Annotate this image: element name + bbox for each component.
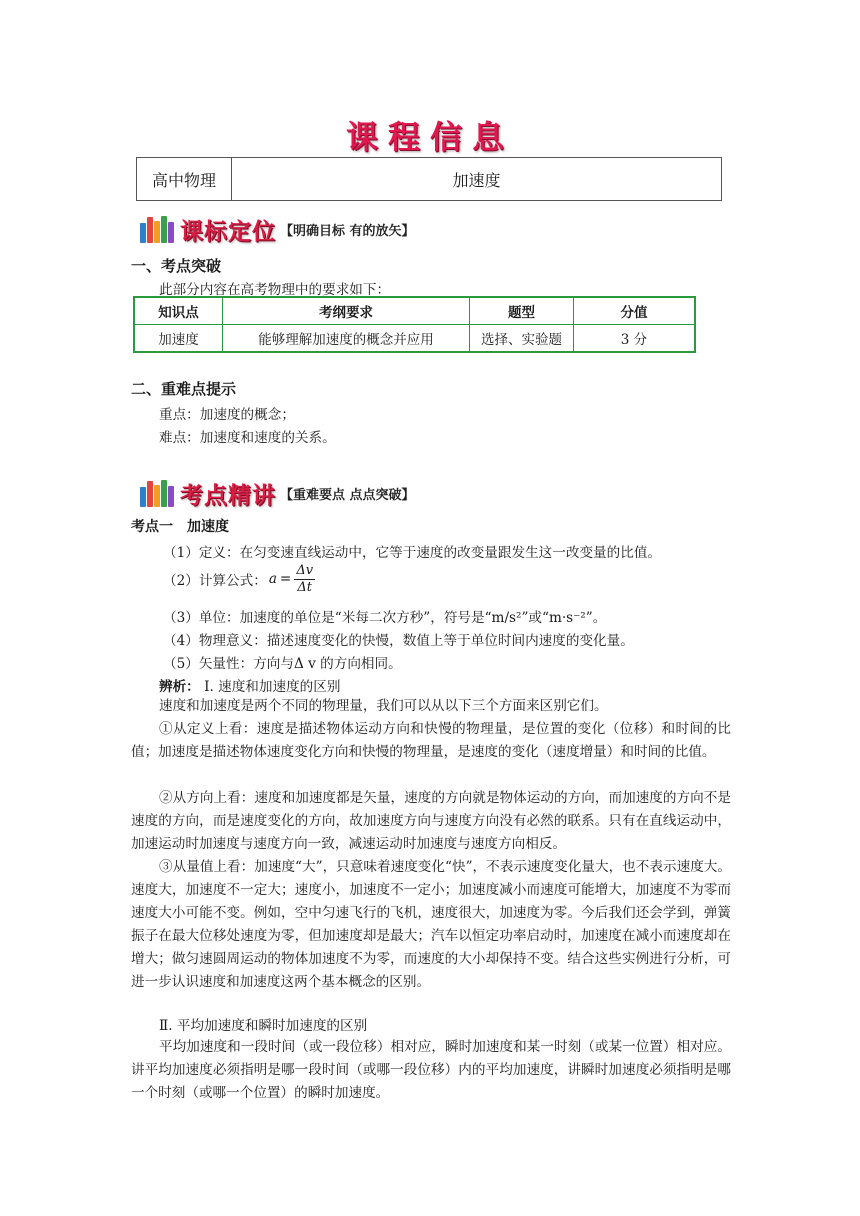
analysis-title-i: Ⅰ. 速度和加速度的区别 [204,679,341,695]
paragraph: ②从方向上看：速度和加速度都是矢量，速度的方向就是物体运动的方向，而加速度的方向不是速度的方向，而是速度变化的方向，故加速度方向与速度方向没有必然的联系。只有在直线运动中，加速运动时加速度与速度方向一致，减速运动时加速度与速度方向相反。 [131,790,731,852]
paragraph: ①从定义上看：速度是描述物体运动方向和快慢的物理量，是位置的变化（位移）和时间的比值；加速度是描述物体速度变化方向和快慢的物理量，是速度的变化（速度增量）和时间的比值。 [131,721,731,760]
section-heading: 一、考点突破 [131,257,222,275]
vector-line: （5）矢量性：方向与Δ v 的方向相同。 [163,656,402,672]
banner-subtitle: 【重难要点 点点突破】 [280,487,415,503]
paragraph: 平均加速度和一段时间（或一段位移）相对应，瞬时加速度和某一时刻（或某一位置）相对应。讲平均加速度必须指明是哪一段时间（或哪一段位移）内的平均加速度，讲瞬时加速度必须指明是哪一个时刻（或哪一个位置）的瞬时加速度。 [131,1039,731,1101]
header-cell: 题型 [470,297,574,325]
banner-curriculum [140,214,415,244]
meaning-line: （4）物理意义：描述速度变化的快慢，数值上等于单位时间内速度的变化量。 [163,633,634,649]
header-cell: 知识点 [134,297,223,325]
header-cell: 分值 [574,297,696,325]
analysis-label: 辨析： [159,679,200,695]
formula-fraction [294,563,315,596]
unit-line: （3）单位：加速度的单位是“米每二次方秒”，符号是“m/s²”或“m·s⁻²”。 [163,610,607,626]
difficult-point: 难点：加速度和速度的关系。 [159,430,336,446]
section-intro: 此部分内容在高考物理中的要求如下： [159,282,391,298]
analysis-title-ii: Ⅱ. 平均加速度和瞬时加速度的区别 [159,1018,368,1034]
table-row [134,325,695,353]
formula-label: （2）计算公式： [163,573,267,589]
table-cell: 选择、实验题 [470,325,574,353]
section-heading: 二、重难点提示 [131,380,237,398]
formula-numerator: Δv [296,562,314,578]
paragraph: 速度和加速度是两个不同的物理量，我们可以从以下三个方面来区别它们。 [159,698,608,714]
course-topic: 加速度 [232,158,722,201]
course-subject: 高中物理 [137,158,232,201]
books-icon [140,479,174,507]
banner-explanation [140,478,415,508]
formula-line: （2）计算公式： a = $\frac{\Delta v}{\Delta t}$ [163,562,314,595]
requirements-table [133,296,696,353]
definition-line: （1）定义：在匀变速直线运动中，它等于速度的改变量跟发生这一改变量的比值。 [163,545,662,561]
banner-subtitle: 【明确目标 有的放矢】 [280,223,415,239]
course-info-table [136,157,722,201]
table-cell: 能够理解加速度的概念并应用 [223,325,470,353]
point-heading: 考点一 加速度 [131,519,229,535]
header-cell: 考纲要求 [223,297,470,325]
analysis-line [159,675,340,695]
books-icon [140,215,174,243]
key-point: 重点：加速度的概念； [159,407,295,423]
table-cell: 3 分 [574,325,696,353]
banner-title: 课标定位 [180,218,276,245]
banner-title: 考点精讲 [180,482,276,509]
table-header-row [134,297,695,325]
paragraph: ③从量值上看：加速度“大”，只意味着速度变化“快”，不表示速度变化量大，也不表示速度大。速度大，加速度不一定大；速度小，加速度不一定小；加速度减小而速度可能增大，加速度不为零而速度大小可能不变。例如，空中匀速飞行的飞机，速度很大，加速度为零。今后我们还会学到，弹簧振子在最大位移处速度为零，但加速度却是最大；汽车以恒定功率启动时，加速度在减小而速度却在增大；做匀速圆周运动的物体加速度不为零，而速度的大小却保持不变。结合这些实例进行分析，可进一步认识速度和加速度这两个基本概念的区别。 [131,859,731,990]
page-title: 课程信息 [345,118,514,156]
formula-lhs: a [268,571,277,587]
table-cell: 加速度 [134,325,223,353]
formula-denominator: Δt [297,579,312,595]
